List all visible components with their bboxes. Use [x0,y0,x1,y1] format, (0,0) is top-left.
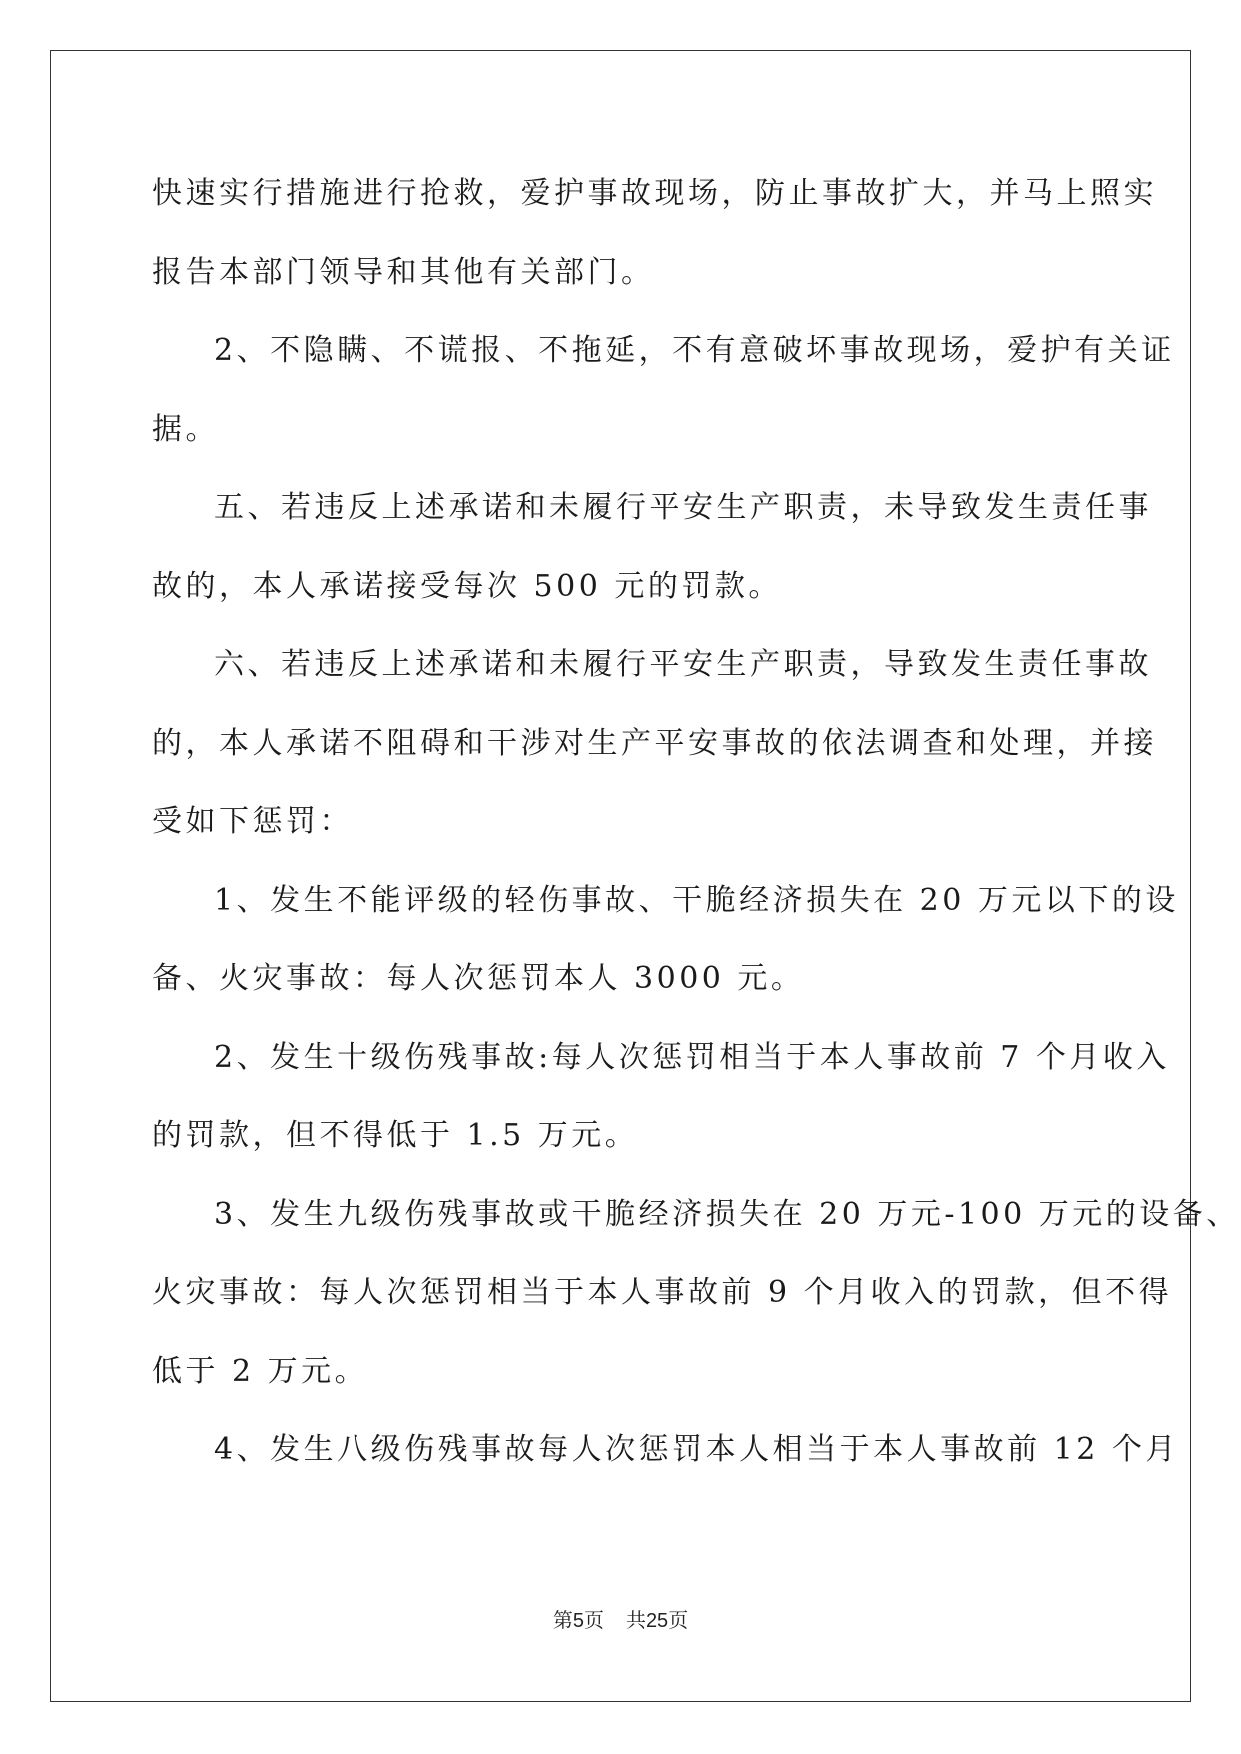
text-line: 4、发生八级伤残事故每人次惩罚本人相当于本人事故前 12 个月 [214,1432,1179,1467]
page-footer [0,1604,1241,1633]
footer-total-prefix: 共 [625,1608,646,1632]
text-line: 快速实行措施进行抢救，爱护事故现场，防止事故扩大，并马上照实 [152,176,1157,211]
footer-total-word: 页 [668,1608,689,1632]
footer-prefix: 第 [552,1608,573,1632]
footer-page-word: 页 [583,1608,604,1632]
footer-current-page: 5 [572,1610,584,1632]
text-line: 1、发生不能评级的轻伤事故、干脆经济损失在 20 万元以下的设 [214,882,1179,918]
footer-total-pages: 25 [645,1610,669,1632]
text-line: 故的，本人承诺接受每次 500 元的罚款。 [152,568,782,604]
text-line: 低于 2 万元。 [152,1353,369,1389]
text-line: 报告本部门领导和其他有关部门。 [152,254,655,290]
text-line: 2、发生十级伤残事故:每人次惩罚相当于本人事故前 7 个月收入 [214,1039,1170,1075]
text-line: 的，本人承诺不阻碍和干涉对生产平安事故的依法调查和处理，并接 [152,725,1157,761]
text-line: 2、不隐瞒、不谎报、不拖延，不有意破坏事故现场，爱护有关证 [214,333,1175,368]
text-line: 3、发生九级伤残事故或干脆经济损失在 20 万元-100 万元的设备、 [214,1196,1240,1232]
text-line: 受如下惩罚： [152,804,353,839]
text-line: 五、若违反上述承诺和未履行平安生产职责，未导致发生责任事 [214,490,1152,525]
text-line: 备、火灾事故：每人次惩罚本人 3000 元。 [152,961,805,996]
document-body [152,155,1240,1490]
text-line: 火灾事故：每人次惩罚相当于本人事故前 9 个月收入的罚款，但不得 [152,1275,1173,1310]
text-line: 据。 [152,411,219,447]
text-line: 六、若违反上述承诺和未履行平安生产职责，导致发生责任事故 [214,647,1152,682]
text-line: 的罚款，但不得低于 1.5 万元。 [152,1118,639,1153]
